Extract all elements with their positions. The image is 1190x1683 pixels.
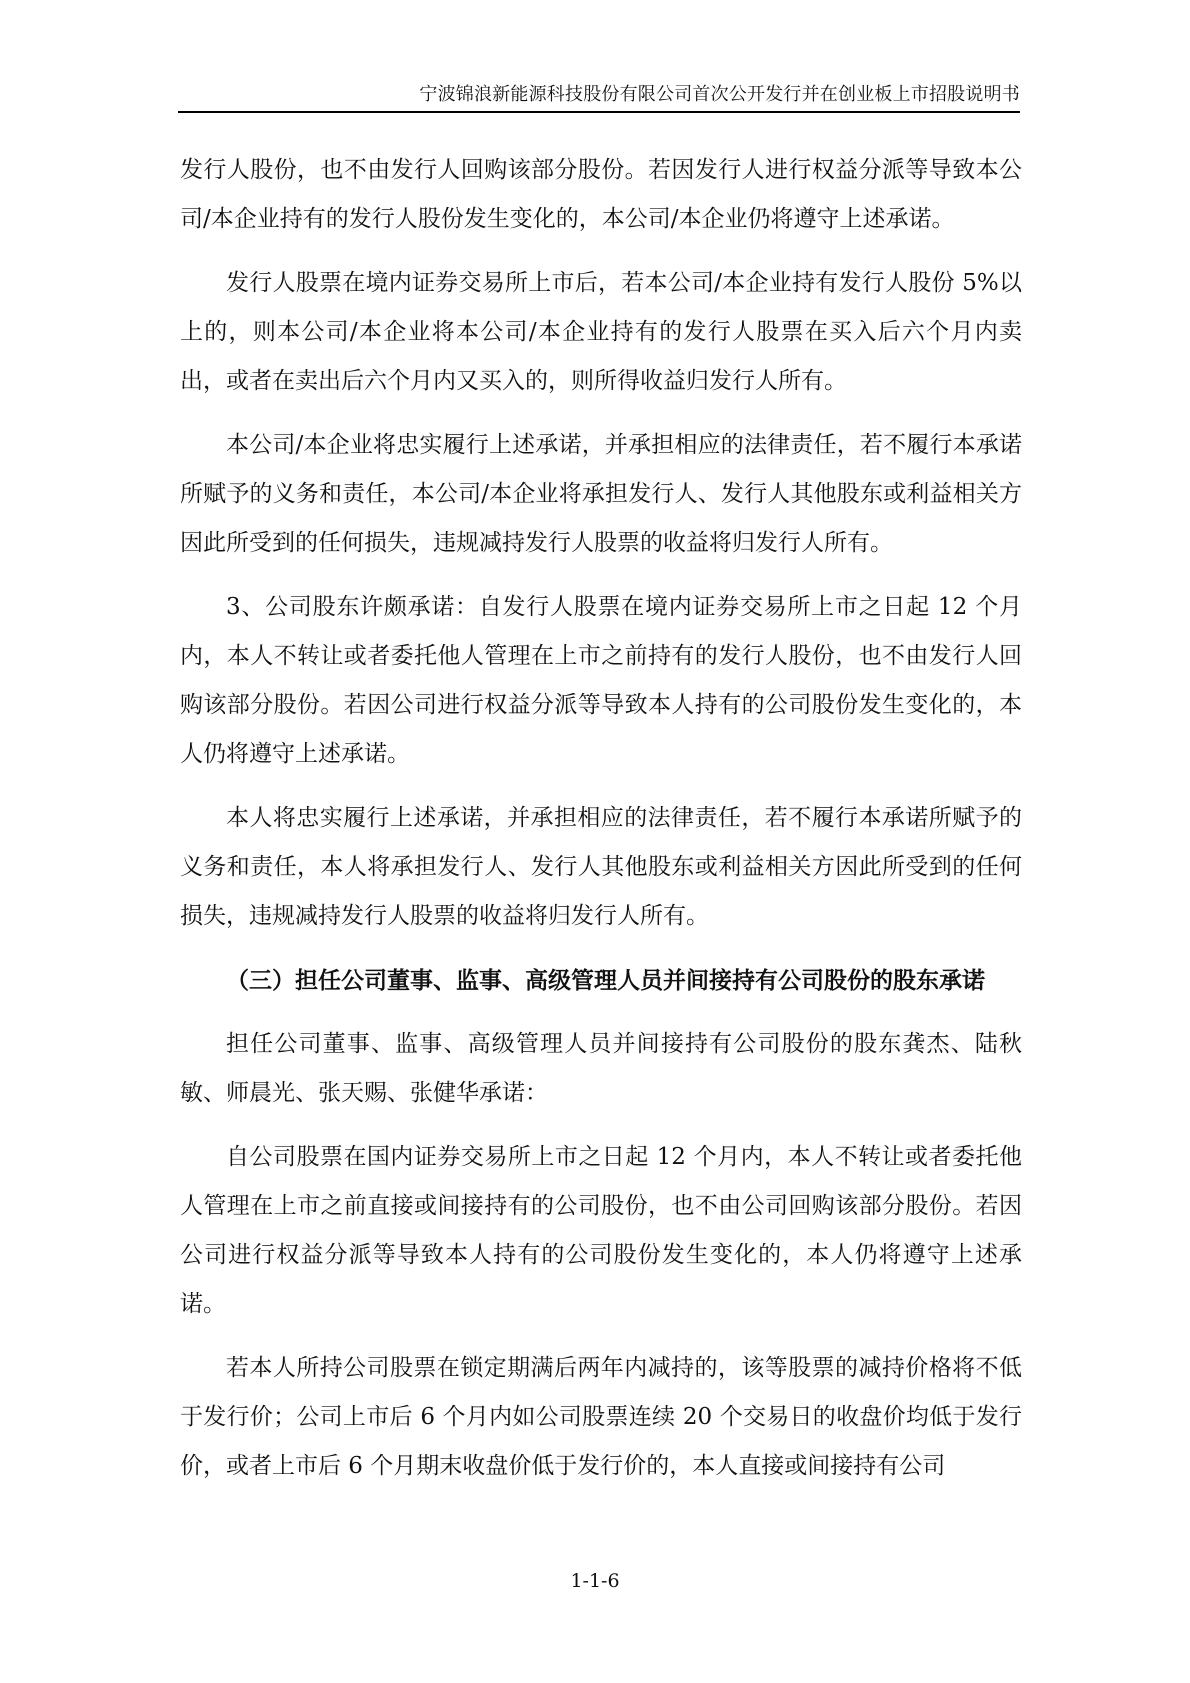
paragraph-continuation: 发行人股份，也不由发行人回购该部分股份。若因发行人进行权益分派等导致本公司/本企业持有的发行人股份发生变化的，本公司/本企业仍将遵守上述承诺。 <box>180 157 1022 232</box>
paragraph-shareholder-xu-po: 3、公司股东许颇承诺：自发行人股票在境内证券交易所上市之日起 12 个月内，本人不转让或者委托他人管理在上市之前持有的发行人股份，也不由发行人回购该部分股份。若因公司进行权益分派等导致本人持有的公司股份发生变化的，本人仍将遵守上述承诺。 <box>180 594 1022 767</box>
paragraph-company-liability: 本公司/本企业将忠实履行上述承诺，并承担相应的法律责任，若不履行本承诺所赋予的义务和责任，本公司/本企业将承担发行人、发行人其他股东或利益相关方因此所受到的任何损失，违规减持发行人股票的收益将归发行人所有。 <box>180 432 1022 556</box>
paragraph-5pct-shareholder: 发行人股票在境内证券交易所上市后，若本公司/本企业持有发行人股份 5%以上的，则本公司/本企业将本公司/本企业持有的发行人股票在买入后六个月内卖出，或者在卖出后六个月内又买入的，则所得收益归发行人所有。 <box>180 270 1022 394</box>
page-number: 1-1-6 <box>570 1570 620 1592</box>
paragraph-personal-liability: 本人将忠实履行上述承诺，并承担相应的法律责任，若不履行本承诺所赋予的义务和责任，本人将承担发行人、发行人其他股东或利益相关方因此所受到的任何损失，违规减持发行人股票的收益将归发行人所有。 <box>180 805 1022 929</box>
paragraph-reduction-price: 若本人所持公司股票在锁定期满后两年内减持的，该等股票的减持价格将不低于发行价；公司上市后 6 个月内如公司股票连续 20 个交易日的收盘价均低于发行价，或者上市后 6 个月期末收盘价低于发行价的，本人直接或间接持有公司 <box>180 1355 1022 1479</box>
running-header: 宁波锦浪新能源科技股份有限公司首次公开发行并在创业板上市招股说明书 <box>419 84 1020 105</box>
paragraph-directors-list: 担任公司董事、监事、高级管理人员并间接持有公司股份的股东龚杰、陆秋敏、师晨光、张天赐、张健华承诺： <box>180 1031 1022 1106</box>
document-body <box>180 146 1022 1506</box>
paragraph-lockup-12-months: 自公司股票在国内证券交易所上市之日起 12 个月内，本人不转让或者委托他人管理在上市之前直接或间接持有的公司股份，也不由公司回购该部分股份。若因公司进行权益分派等导致本人持有的公司股份发生变化的，本人仍将遵守上述承诺。 <box>180 1144 1022 1317</box>
header-divider <box>178 111 1020 113</box>
section-heading-3: （三）担任公司董事、监事、高级管理人员并间接持有公司股份的股东承诺 <box>226 967 985 994</box>
